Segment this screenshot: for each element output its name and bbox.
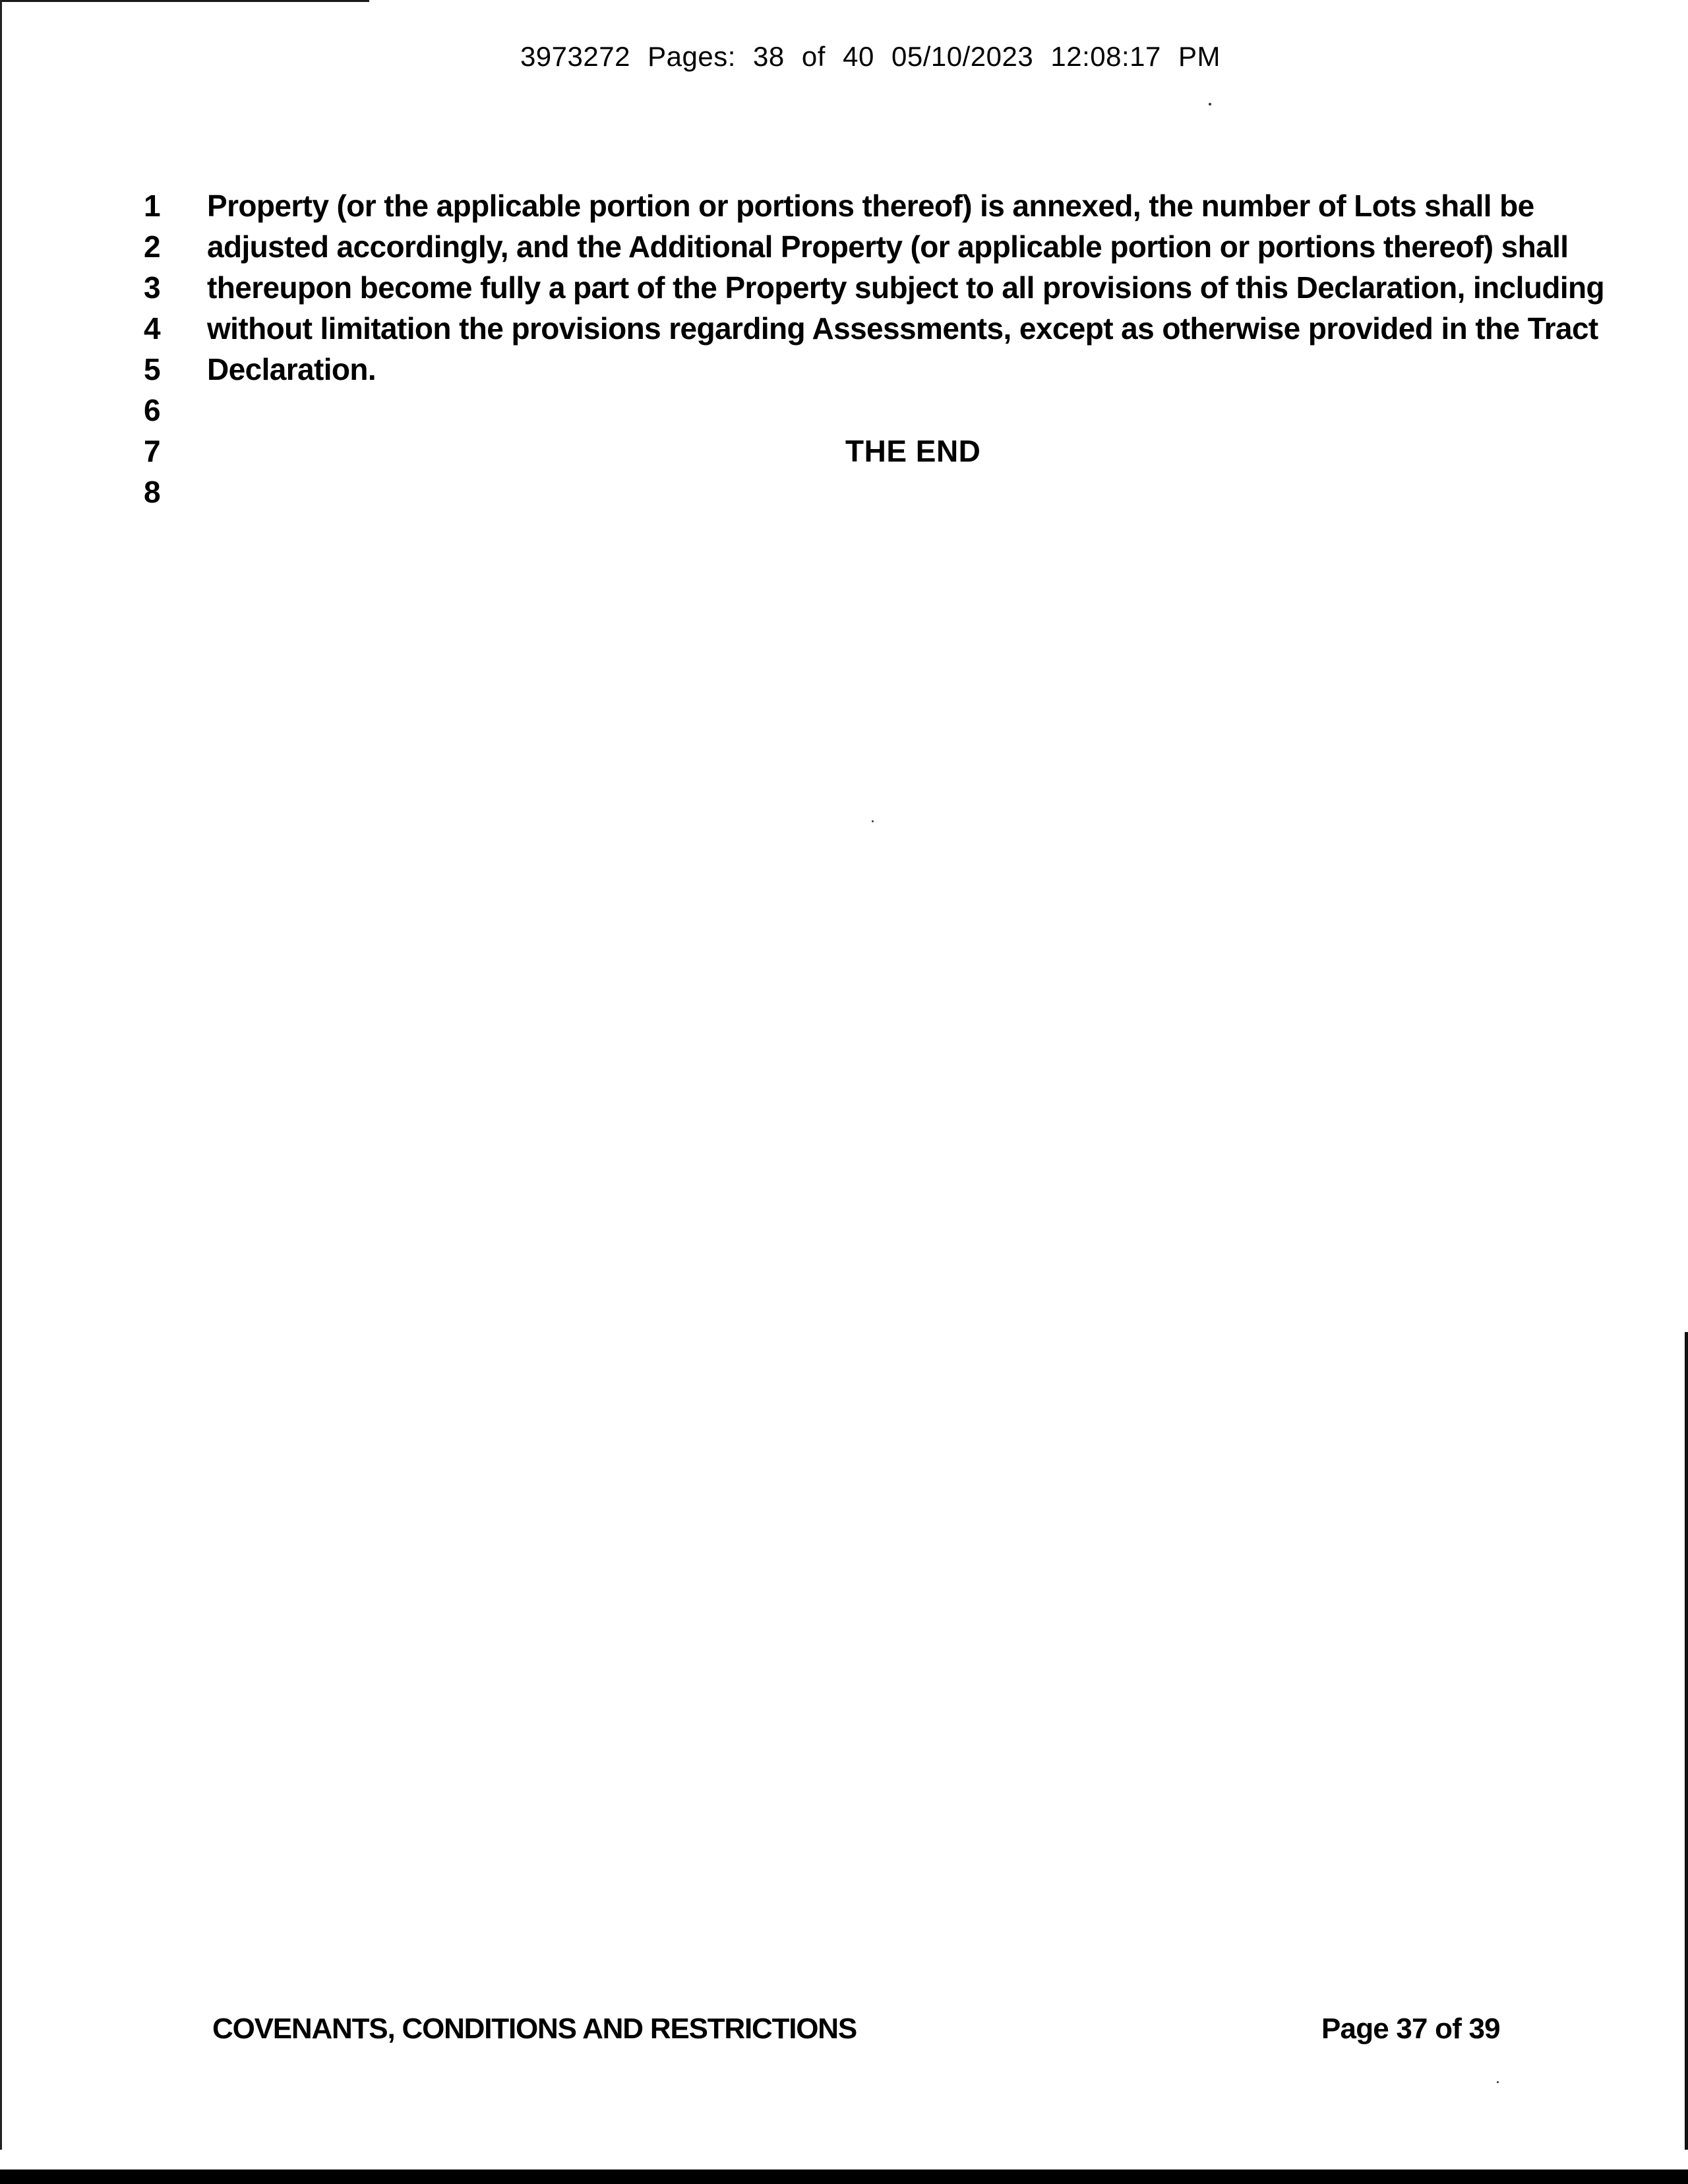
line-number: 6: [144, 393, 161, 427]
scan-speck: [1497, 2081, 1499, 2083]
scan-speck: [1209, 103, 1211, 106]
footer-page-number: Page 37 of 39: [1321, 2013, 1500, 2045]
line-number: 8: [144, 475, 161, 509]
scan-edge-right: [1685, 1332, 1688, 2150]
line-text: Declaration.: [207, 352, 377, 386]
recording-stamp: 3973272 Pages: 38 of 40 05/10/2023 12:08:17 PM: [520, 41, 1221, 72]
scan-speck: [872, 820, 874, 822]
line-text: Property (or the applicable portion or portions thereof) is annexed, the number of Lots shall be: [207, 189, 1534, 223]
line-number: 1: [144, 189, 161, 223]
scan-edge-left: [0, 0, 2, 2150]
line-number: 4: [144, 311, 161, 346]
scan-edge-top: [0, 0, 369, 2]
line-number: 3: [144, 270, 161, 305]
line-text: without limitation the provisions regarding Assessments, except as otherwise provided in the Tract: [207, 311, 1598, 346]
footer-document-title: COVENANTS, CONDITIONS AND RESTRICTIONS: [212, 2013, 857, 2045]
scan-edge-bottom: [0, 2169, 1688, 2184]
closing-heading: THE END: [845, 434, 981, 468]
line-text: adjusted accordingly, and the Additional Property (or applicable portion or portions thereof) shall: [207, 229, 1569, 264]
line-number: 7: [144, 434, 161, 468]
line-text: thereupon become fully a part of the Property subject to all provisions of this Declaration, including: [207, 270, 1604, 305]
line-number: 2: [144, 229, 161, 264]
line-number: 5: [144, 352, 161, 386]
